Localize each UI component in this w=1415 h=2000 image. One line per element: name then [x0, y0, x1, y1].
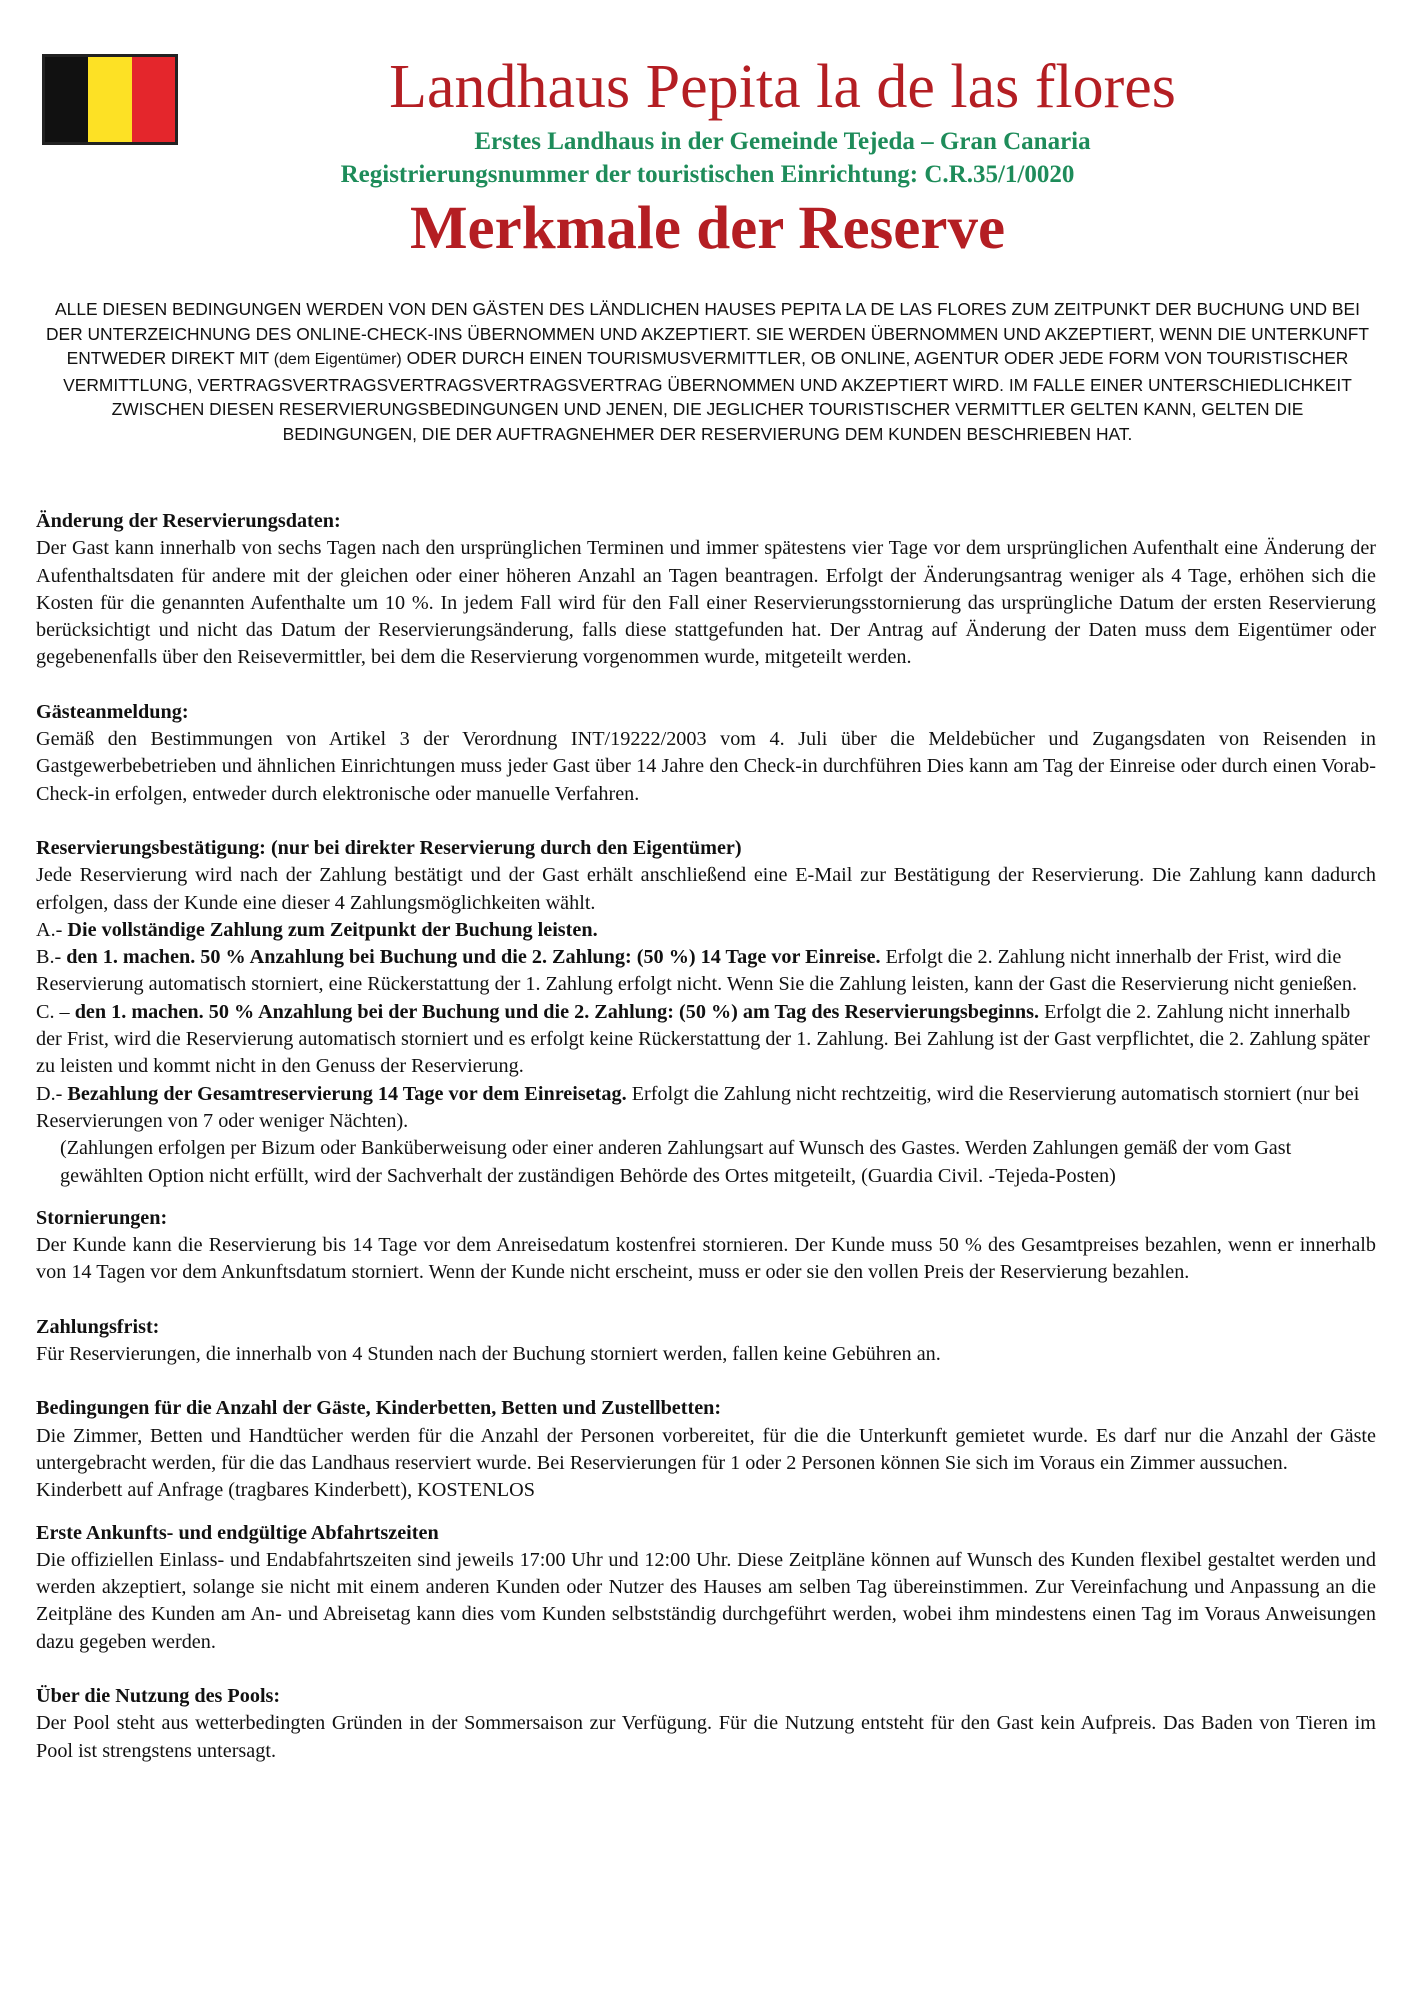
- option-c-bold: den 1. machen. 50 % Anzahlung bei der Buchung und die 2. Zahlung: (50 %) am Tag des Reservierungsbeginns.: [74, 1000, 1040, 1023]
- registration-number: Registrierungsnummer der touristischen Einrichtung: C.R.35/1/0020: [340, 161, 1075, 188]
- option-c-label: C. –: [36, 1000, 75, 1023]
- crib-note: Kinderbett auf Anfrage (tragbares Kinderbett), KOSTENLOS: [36, 1479, 535, 1502]
- section-title-times: Erste Ankunfts- und endgültige Abfahrtszeiten: [36, 1521, 439, 1544]
- section-title-cancellations: Stornierungen:: [36, 1206, 168, 1229]
- section-title-confirmation: Reservierungsbestätigung: (nur bei direkter Reservierung durch den Eigentümer): [36, 836, 742, 859]
- payment-note: (Zahlungen erfolgen per Bizum oder Banküberweisung oder einer anderen Zahlungsart auf Wunsch des Gastes. Werden Zahlungen gemäß der vom Gast gewählten Option nicht erfüllt, wird der Sachverhalt der zuständigen Behörde des Ortes mitgeteilt, (Guardia Civil. -Tejeda-Posten): [60, 1137, 1292, 1187]
- payment-option-b: [36, 944, 1376, 999]
- option-b-text: Erfolgt die 2. Zahlung nicht innerhalb der Frist, wird die Reservierung automatisch storniert, eine Rückerstattung der 1. Zahlung erfolgt nicht. Wenn Sie die Zahlung leisten, kann der Gast die Reservierung nicht genießen.: [36, 946, 1358, 996]
- section-text-cancellations: Der Kunde kann die Reservierung bis 14 Tage vor dem Anreisedatum kostenfrei stornieren. Der Kunde muss 50 % des Gesamtpreises bezahlen, wenn er innerhalb von 14 Tagen vor dem Ankunftsdatum storniert. Wenn der Kunde nicht erscheint, muss er oder sie den vollen Preis der Reservierung bezahlen.: [36, 1234, 1376, 1284]
- payment-option-a: [36, 917, 1376, 944]
- section-text-pool: Der Pool steht aus wetterbedingten Gründen in der Sommersaison zur Verfügung. Für die Nutzung entsteht für den Gast kein Aufpreis. Das Baden von Tieren im Pool ist strengstens untersagt.: [36, 1712, 1376, 1762]
- option-a-bold: Die vollständige Zahlung zum Zeitpunkt der Buchung leisten.: [67, 918, 598, 941]
- section-text-guests: Die Zimmer, Betten und Handtücher werden für die Anzahl der Personen vorbereitet, für die die Unterkunft gemietet wurde. Es darf nur die Anzahl der Gäste untergebracht werden, für die das Landhaus reserviert wurde. Bei Reservierungen für 1 oder 2 Personen können Sie sich im Voraus ein Zimmer aussuchen.: [36, 1424, 1376, 1474]
- payment-option-d: [36, 1081, 1376, 1136]
- preamble-part2: ODER DURCH EINEN TOURISMUSVERMITTLER, OB ONLINE, AGENTUR ODER JEDE FORM VON TOURISTISCHER VERMITTLUNG, VERTRAGSVERTRAGSVERTRAGSVERTRAGSVERTRAG ÜBERNOMMEN UND AKZEPTIERT WIRD. IM FALLE EINER UNTERSCHIEDLICHKEIT ZWISCHEN DIESEN RESERVIERUNGSBEDINGUNGEN UND JENEN, DIE JEGLICHER TOURISTISCHER VERMITTLER GELTEN KANN, GELTEN DIE BEDINGUNGEN, DIE DER AUFTRAGNEHMER DER RESERVIERUNG DEM KUNDEN BESCHRIEBEN HAT.: [63, 348, 1352, 444]
- document-body: [36, 508, 1376, 1765]
- section-title-pool: Über die Nutzung des Pools:: [36, 1684, 281, 1707]
- house-title: Landhaus Pepita la de las flores: [389, 53, 1176, 121]
- house-subtitle: Erstes Landhaus in der Gemeinde Tejeda – Gran Canaria: [474, 128, 1091, 155]
- option-b-bold: den 1. machen. 50 % Anzahlung bei Buchung und die 2. Zahlung: (50 %) 14 Tage vor Einreise.: [66, 946, 881, 969]
- option-d-text: Erfolgt die Zahlung nicht rechtzeitig, wird die Reservierung automatisch storniert (nur bei Reservierungen von 7 oder weniger Nächten).: [36, 1082, 1360, 1132]
- preamble-text: [45, 297, 1370, 446]
- section-text-payment-deadline: Für Reservierungen, die innerhalb von 4 Stunden nach der Buchung storniert werden, fallen keine Gebühren an.: [36, 1343, 941, 1366]
- section-title-registration: Gästeanmeldung:: [36, 700, 189, 723]
- section-text-changes: Der Gast kann innerhalb von sechs Tagen nach den ursprünglichen Terminen und immer spätestens vier Tage vor dem ursprünglichen Aufenthalt eine Änderung der Aufenthaltsdaten für andere mit der gleichen oder einer höheren Anzahl an Tagen beantragen. Erfolgt der Änderungsantrag weniger als 4 Tage, erhöhen sich die Kosten für die genannten Aufenthalte um 10 %. In jedem Fall wird für den Fall einer Reservierungsstornierung das ursprüngliche Datum der ersten Reservierung berücksichtigt und nicht das Datum der Reservierungsänderung, falls diese stattgefunden hat. Der Antrag auf Änderung der Daten muss dem Eigentümer oder gegebenenfalls über den Reisevermittler, bei dem die Reservierung vorgenommen wurde, mitgeteilt werden.: [36, 537, 1376, 669]
- option-a-label: A.-: [36, 918, 68, 941]
- section-text-times: Die offiziellen Einlass- und Endabfahrtszeiten sind jeweils 17:00 Uhr und 12:00 Uhr. Diese Zeitpläne können auf Wunsch des Kunden flexibel gestaltet werden und werden akzeptiert, solange sie nicht mit einem anderen Kunden oder Nutzer des Hauses am selben Tag übereinstimmen. Zur Vereinfachung und Anpassung an die Zeitpläne des Kunden am An- und Abreisetag kann dies vom Kunden selbstständig durchgeführt werden, wobei ihm mindestens einen Tag im Voraus Anweisungen dazu gegeben werden.: [36, 1548, 1376, 1653]
- section-text-registration: Gemäß den Bestimmungen von Artikel 3 der Verordnung INT/19222/2003 vom 4. Juli über die Meldebücher und Zugangsdaten von Reisenden in Gastgewerbebetrieben und ähnlichen Einrichtungen muss jeder Gast über 14 Jahre den Check-in durchführen Dies kann am Tag der Einreise oder durch einen Vorab-Check-in erfolgen, entweder durch elektronische oder manuelle Verfahren.: [36, 728, 1376, 805]
- payment-option-c: [36, 999, 1376, 1081]
- option-d-bold: Bezahlung der Gesamtreservierung 14 Tage vor dem Einreisetag.: [67, 1082, 627, 1105]
- section-text-confirmation: Jede Reservierung wird nach der Zahlung bestätigt und der Gast erhält anschließend eine E-Mail zur Bestätigung der Reservierung. Die Zahlung kann dadurch erfolgen, dass der Kunde eine dieser 4 Zahlungsmöglichkeiten wählt.: [36, 864, 1376, 914]
- page-heading: Merkmale der Reserve: [409, 195, 1006, 262]
- option-b-label: B.-: [36, 946, 67, 969]
- preamble-part1: ALLE DIESEN BEDINGUNGEN WERDEN VON DEN GÄSTEN DES LÄNDLICHEN HAUSES PEPITA LA DE LAS FLORES ZUM ZEITPUNKT DER BUCHUNG UND BEI DER UNTERZEICHNUNG DES ONLINE-CHECK-INS ÜBERNOMMEN UND AKZEPTIERT. SIE WERDEN ÜBERNOMMEN UND AKZEPTIERT, WENN DIE UNTERKUNFT ENTWEDER DIREKT MIT: [45, 299, 1370, 368]
- section-title-guests: Bedingungen für die Anzahl der Gäste, Kinderbetten, Betten und Zustellbetten:: [36, 1397, 722, 1420]
- section-title-changes: Änderung der Reservierungsdaten:: [36, 510, 341, 532]
- preamble-owner-note: (dem Eigentümer): [273, 351, 402, 368]
- option-c-text: Erfolgt die 2. Zahlung nicht innerhalb der Frist, wird die Reservierung automatisch storniert und es erfolgt keine Rückerstattung der 1. Zahlung. Bei Zahlung ist der Gast verpflichtet, die 2. Zahlung später zu leisten und kommt nicht in den Genuss der Reservierung.: [36, 1000, 1370, 1078]
- option-d-label: D.-: [36, 1082, 68, 1105]
- section-title-payment-deadline: Zahlungsfrist:: [36, 1315, 160, 1338]
